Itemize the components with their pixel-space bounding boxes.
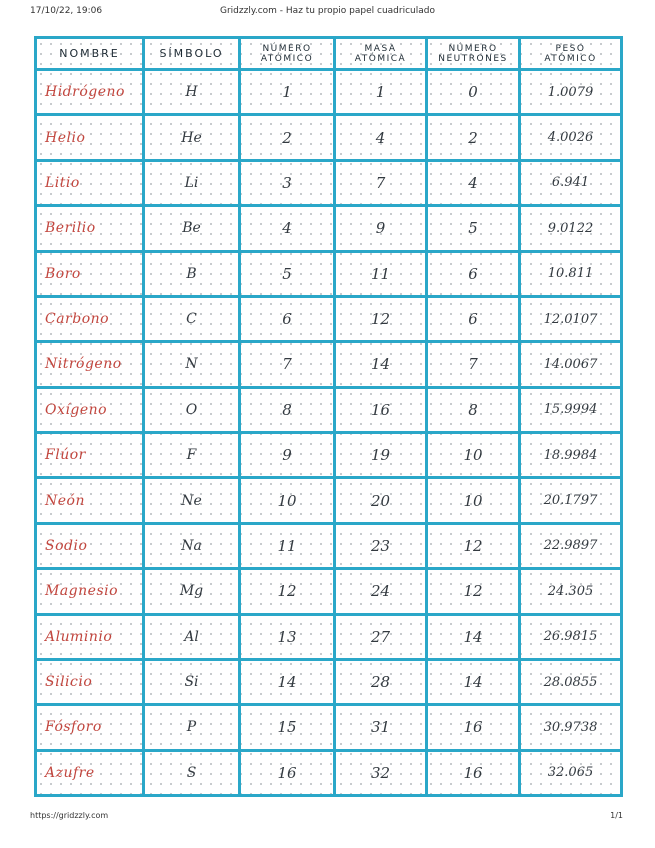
cell-atomic-weight: 26.9815 [520, 614, 622, 659]
cell-neutrons: 6 [427, 296, 520, 341]
table-row [36, 614, 622, 659]
cell-neutrons: 0 [427, 70, 520, 115]
table-row [36, 70, 622, 115]
table-row [36, 160, 622, 205]
cell-symbol: F [144, 433, 240, 478]
cell-atomic-weight: 20.1797 [520, 478, 622, 523]
table-row [36, 296, 622, 341]
cell-symbol: Li [144, 160, 240, 205]
cell-neutrons: 14 [427, 614, 520, 659]
cell-symbol: B [144, 251, 240, 296]
periodic-elements-table [34, 36, 623, 797]
header-simbolo: SÍMBOLO [144, 38, 240, 70]
cell-neutrons: 7 [427, 342, 520, 387]
cell-atomic-number: 7 [240, 342, 335, 387]
cell-neutrons: 16 [427, 750, 520, 795]
cell-name: Carbono [36, 296, 144, 341]
cell-atomic-number: 12 [240, 569, 335, 614]
table-row [36, 342, 622, 387]
cell-atomic-weight: 6.941 [520, 160, 622, 205]
cell-atomic-mass: 23 [335, 523, 427, 568]
print-page-number: 1/1 [610, 811, 623, 820]
cell-atomic-mass: 27 [335, 614, 427, 659]
cell-neutrons: 6 [427, 251, 520, 296]
header-numero-neutrones: NÚMERO NEUTRONES [427, 38, 520, 70]
table-row [36, 750, 622, 795]
cell-name: Flúor [36, 433, 144, 478]
header-masa-atomica: MASA ATÓMICA [335, 38, 427, 70]
cell-atomic-mass: 7 [335, 160, 427, 205]
cell-symbol: Na [144, 523, 240, 568]
cell-symbol: Al [144, 614, 240, 659]
cell-atomic-weight: 10.811 [520, 251, 622, 296]
cell-atomic-number: 16 [240, 750, 335, 795]
cell-atomic-mass: 14 [335, 342, 427, 387]
print-page-title: Gridzzly.com - Haz tu propio papel cuadriculado [219, 6, 435, 16]
table-row [36, 523, 622, 568]
cell-name: Berilio [36, 206, 144, 251]
cell-atomic-weight: 14.0067 [520, 342, 622, 387]
cell-atomic-weight: 4.0026 [520, 115, 622, 160]
cell-name: Aluminio [36, 614, 144, 659]
cell-atomic-mass: 4 [335, 115, 427, 160]
cell-symbol: P [144, 705, 240, 750]
print-timestamp: 17/10/22, 19:06 [30, 6, 103, 16]
cell-atomic-number: 9 [240, 433, 335, 478]
cell-atomic-number: 4 [240, 206, 335, 251]
cell-neutrons: 2 [427, 115, 520, 160]
cell-name: Litio [36, 160, 144, 205]
cell-atomic-mass: 16 [335, 387, 427, 432]
table-row [36, 569, 622, 614]
cell-neutrons: 4 [427, 160, 520, 205]
cell-atomic-number: 2 [240, 115, 335, 160]
cell-atomic-weight: 18.9984 [520, 433, 622, 478]
cell-atomic-mass: 1 [335, 70, 427, 115]
cell-atomic-weight: 30.9738 [520, 705, 622, 750]
header-nombre: NOMBRE [36, 38, 144, 70]
cell-name: Hidrógeno [36, 70, 144, 115]
cell-neutrons: 12 [427, 569, 520, 614]
cell-atomic-number: 15 [240, 705, 335, 750]
cell-atomic-weight: 12.0107 [520, 296, 622, 341]
cell-neutrons: 12 [427, 523, 520, 568]
cell-symbol: H [144, 70, 240, 115]
cell-atomic-weight: 9.0122 [520, 206, 622, 251]
cell-atomic-number: 8 [240, 387, 335, 432]
cell-atomic-weight: 28.0855 [520, 659, 622, 704]
cell-atomic-mass: 19 [335, 433, 427, 478]
cell-atomic-number: 6 [240, 296, 335, 341]
cell-atomic-weight: 1.0079 [520, 70, 622, 115]
cell-name: Boro [36, 251, 144, 296]
cell-symbol: Si [144, 659, 240, 704]
cell-atomic-mass: 12 [335, 296, 427, 341]
table-row [36, 478, 622, 523]
cell-atomic-mass: 20 [335, 478, 427, 523]
cell-name: Magnesio [36, 569, 144, 614]
cell-atomic-mass: 31 [335, 705, 427, 750]
table-row [36, 433, 622, 478]
cell-atomic-weight: 22.9897 [520, 523, 622, 568]
cell-name: Silicio [36, 659, 144, 704]
cell-neutrons: 10 [427, 433, 520, 478]
cell-name: Nitrógeno [36, 342, 144, 387]
table-row [36, 659, 622, 704]
cell-symbol: He [144, 115, 240, 160]
cell-name: Neón [36, 478, 144, 523]
cell-neutrons: 10 [427, 478, 520, 523]
table-row [36, 206, 622, 251]
cell-atomic-number: 5 [240, 251, 335, 296]
cell-symbol: O [144, 387, 240, 432]
header-peso-atomico: PESO ATÓMICO [520, 38, 622, 70]
cell-atomic-mass: 24 [335, 569, 427, 614]
cell-neutrons: 14 [427, 659, 520, 704]
cell-atomic-number: 1 [240, 70, 335, 115]
cell-atomic-number: 14 [240, 659, 335, 704]
cell-symbol: N [144, 342, 240, 387]
print-url: https://gridzzly.com [30, 811, 109, 820]
cell-atomic-weight: 32.065 [520, 750, 622, 795]
cell-atomic-number: 13 [240, 614, 335, 659]
cell-atomic-mass: 32 [335, 750, 427, 795]
cell-neutrons: 5 [427, 206, 520, 251]
cell-name: Oxígeno [36, 387, 144, 432]
cell-symbol: Ne [144, 478, 240, 523]
cell-symbol: S [144, 750, 240, 795]
cell-symbol: Be [144, 206, 240, 251]
cell-atomic-weight: 15.9994 [520, 387, 622, 432]
table-row [36, 705, 622, 750]
cell-symbol: C [144, 296, 240, 341]
cell-neutrons: 8 [427, 387, 520, 432]
cell-name: Helio [36, 115, 144, 160]
cell-atomic-number: 11 [240, 523, 335, 568]
cell-atomic-number: 10 [240, 478, 335, 523]
cell-name: Fósforo [36, 705, 144, 750]
cell-atomic-mass: 28 [335, 659, 427, 704]
cell-symbol: Mg [144, 569, 240, 614]
grid-paper-sheet [34, 36, 620, 797]
cell-name: Sodio [36, 523, 144, 568]
table-row [36, 115, 622, 160]
table-header-row [36, 38, 622, 70]
table-row [36, 251, 622, 296]
header-numero-atomico: NÚMERO ATÓMICO [240, 38, 335, 70]
cell-name: Azufre [36, 750, 144, 795]
table-row [36, 387, 622, 432]
cell-neutrons: 16 [427, 705, 520, 750]
cell-atomic-mass: 11 [335, 251, 427, 296]
cell-atomic-number: 3 [240, 160, 335, 205]
cell-atomic-mass: 9 [335, 206, 427, 251]
cell-atomic-weight: 24.305 [520, 569, 622, 614]
